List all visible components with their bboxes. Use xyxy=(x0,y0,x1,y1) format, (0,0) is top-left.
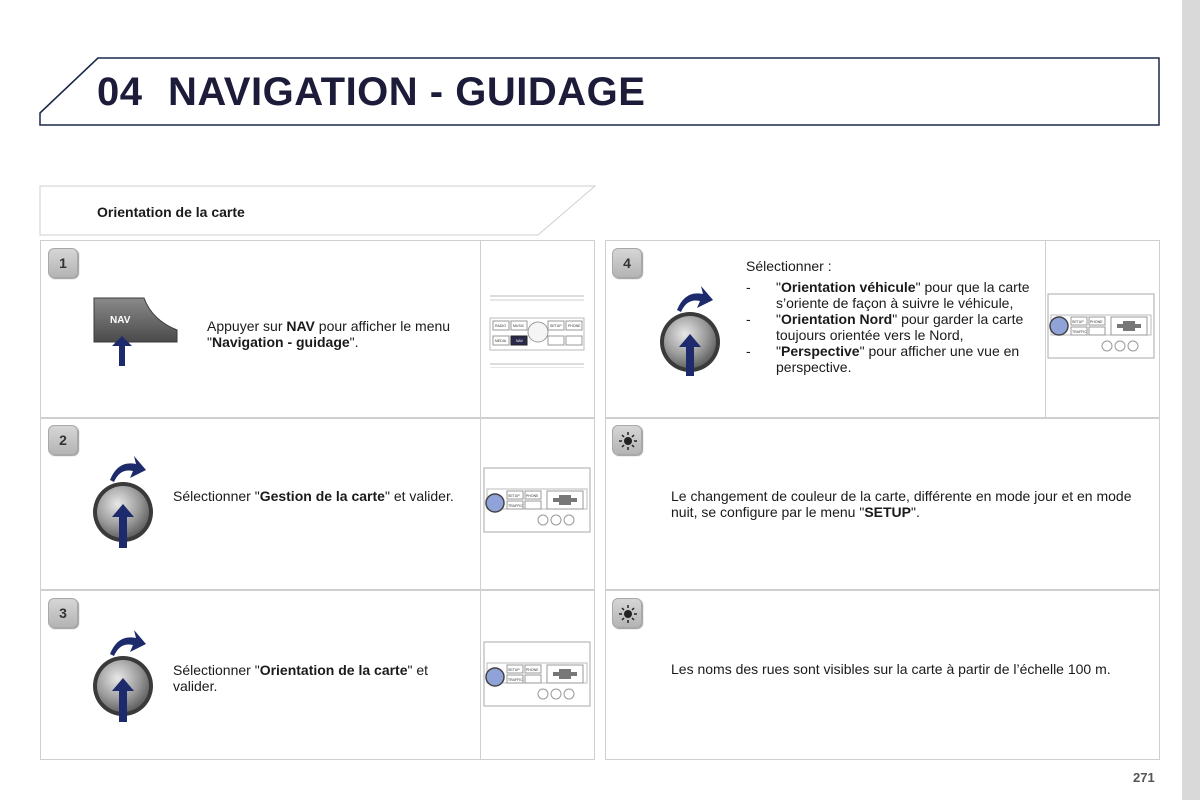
step-2-text: Sélectionner "Gestion de la carte" et valider. xyxy=(173,488,454,504)
list-item: - "Orientation Nord" pour garder la carte toujours orientée vers le Nord, xyxy=(746,311,1024,343)
panel-label-setup: SETUP xyxy=(508,668,520,672)
step-badge-1: 1 xyxy=(48,248,78,278)
step-4-options-list xyxy=(746,279,1038,375)
panel-label-traffic: TRAFFIC xyxy=(508,678,523,682)
step-1-text: Appuyer sur NAV pour afficher le menu "Navigation - guidage". xyxy=(207,318,451,350)
panel-label-traffic: TRAFFIC xyxy=(508,504,523,508)
rotate-arrow-icon xyxy=(110,630,146,656)
step-badge-4: 4 xyxy=(612,248,642,278)
nav-button-label: NAV xyxy=(110,315,131,326)
section-title: Orientation de la carte xyxy=(97,204,245,220)
panel-divider xyxy=(480,590,481,760)
panel-label-setup: SETUP xyxy=(1072,320,1084,324)
list-dash: - xyxy=(746,343,751,359)
list-item: - "Perspective" pour afficher une vue en perspective. xyxy=(746,343,1020,375)
panel-divider xyxy=(480,418,481,590)
tip-2-text: Les noms des rues sont visibles sur la carte à partir de l’échelle 100 m. xyxy=(671,661,1111,677)
step-badge-3: 3 xyxy=(48,598,78,628)
page-number: 271 xyxy=(1133,770,1155,785)
list-item: - "Orientation véhicule" pour que la carte s’oriente de façon à suivre le véhicule, xyxy=(746,279,1030,311)
rotary-knob-illustration xyxy=(88,452,163,552)
chapter-number: 04 xyxy=(97,70,143,114)
step-3-text: Sélectionner "Orientation de la carte" et valider. xyxy=(173,662,429,694)
control-panel-illustration xyxy=(483,467,591,533)
section-header-frame xyxy=(0,0,620,240)
step-4-intro: Sélectionner : xyxy=(746,258,832,274)
list-dash: - xyxy=(746,279,751,295)
tip-badge xyxy=(612,598,642,628)
page-title: NAVIGATION - GUIDAGE xyxy=(168,70,646,114)
rotary-knob-illustration xyxy=(655,282,730,382)
panel-label-phone: PHONE xyxy=(526,494,539,498)
panel-label-phone: PHONE xyxy=(526,668,539,672)
lightbulb-icon xyxy=(618,431,638,451)
control-panel-illustration xyxy=(483,641,591,707)
panel-label-setup: SETUP xyxy=(550,324,562,328)
control-panel-illustration xyxy=(1047,293,1155,359)
panel-label-nav: NAV xyxy=(516,339,523,343)
rotate-arrow-icon xyxy=(677,286,713,312)
nav-control-panel-illustration xyxy=(488,292,586,368)
tip-badge xyxy=(612,425,642,455)
list-dash: - xyxy=(746,311,751,327)
panel-label-phone: PHONE xyxy=(568,324,581,328)
tip-1-text: Le changement de couleur de la carte, différente en mode jour et en mode nuit, se configure par le menu "SETUP". xyxy=(671,488,1132,520)
panel-label-media: MEDIA xyxy=(495,339,507,343)
panel-label-music: MUSIC xyxy=(513,324,525,328)
step-badge-2: 2 xyxy=(48,425,78,455)
rotate-arrow-icon xyxy=(110,456,146,482)
panel-label-setup: SETUP xyxy=(508,494,520,498)
panel-label-traffic: TRAFFIC xyxy=(1072,330,1087,334)
rotary-knob-illustration xyxy=(88,626,163,726)
lightbulb-icon xyxy=(618,604,638,624)
panel-divider xyxy=(1045,240,1046,418)
panel-divider xyxy=(480,240,481,418)
panel-label-phone: PHONE xyxy=(1090,320,1103,324)
nav-button-illustration xyxy=(88,290,183,370)
panel-label-radio: RADIO xyxy=(495,324,507,328)
